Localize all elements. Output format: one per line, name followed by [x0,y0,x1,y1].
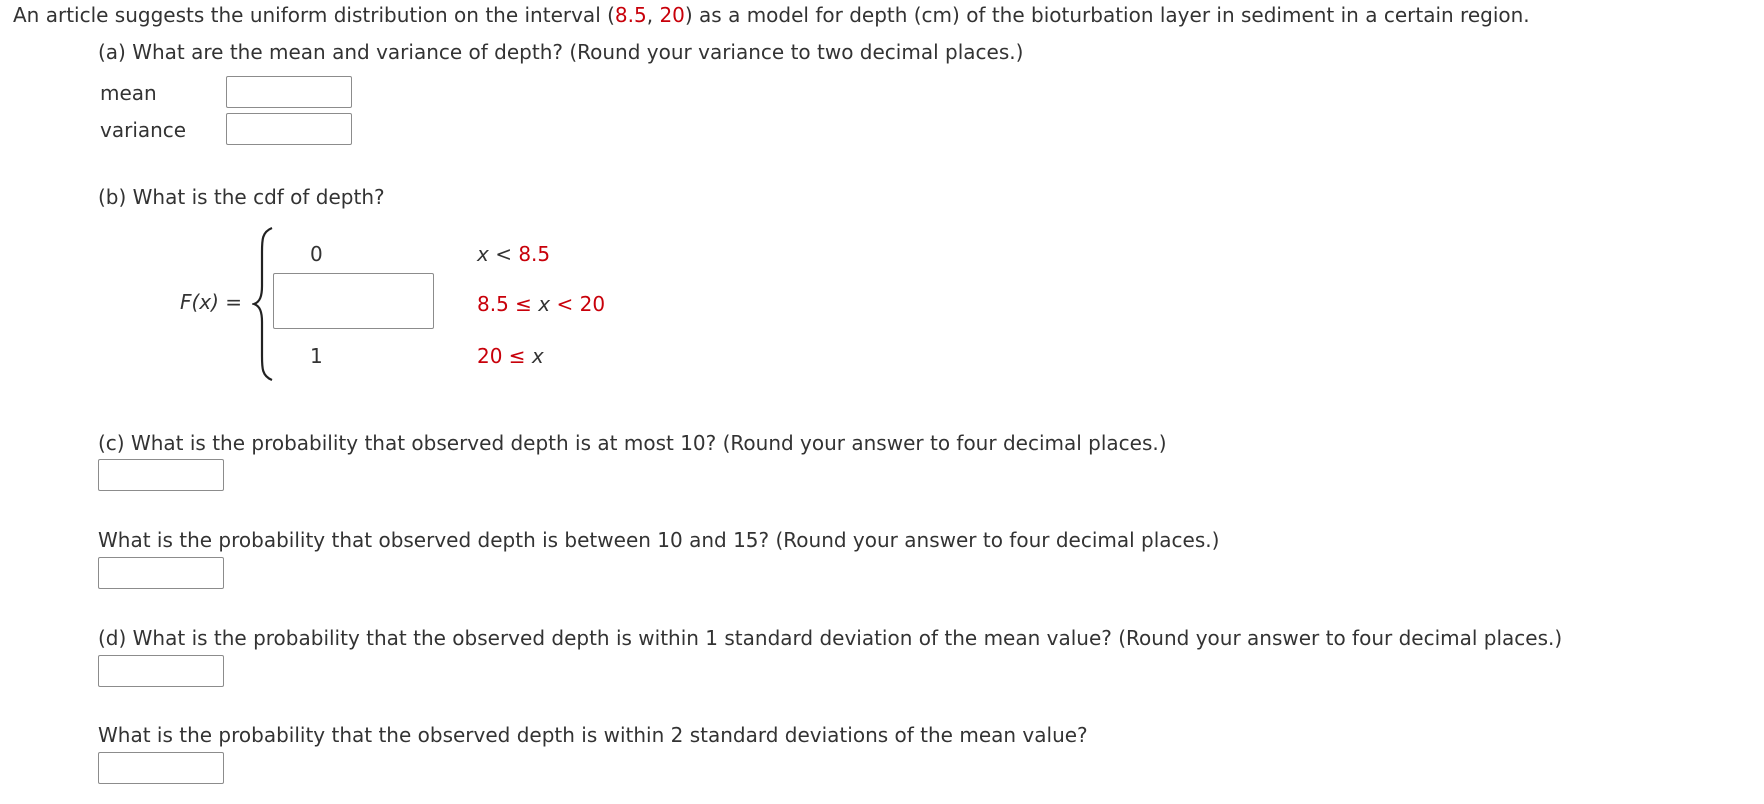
cdf-function-label: F(x) = [180,290,243,314]
part-a-question: (a) What are the mean and variance of depth? (Round your variance to two decimal places.) [98,40,1024,64]
interval-lower-bound: 8.5 [614,3,647,27]
cdf-row1-bound: 8.5 [518,242,551,266]
part-d-second-answer-input[interactable] [98,752,224,784]
part-c-question: (c) What is the probability that observed depth is at most 10? (Round your answer to four decimal places.) [98,431,1167,455]
interval-upper-bound: 20 [659,3,685,27]
part-c-second-question: What is the probability that observed depth is between 10 and 15? (Round your answer to four decimal places.) [98,528,1220,552]
cdf-row2-x: x [531,292,557,316]
mean-input[interactable] [226,76,352,108]
cdf-row2-lower: 8.5 ≤ [477,292,532,316]
part-c-second-answer-input[interactable] [98,557,224,589]
cdf-row1-value: 0 [310,242,323,266]
variance-input[interactable] [226,113,352,145]
intro-text-after: ) as a model for depth (cm) of the bioturbation layer in sediment in a certain region. [684,3,1530,27]
cdf-row3-condition [477,344,544,368]
problem-statement [13,3,1530,27]
part-d-question: (d) What is the probability that the observed depth is within 1 standard deviation of the mean value? (Round your answer to four decimal places.) [98,626,1563,650]
variance-label: variance [100,118,187,142]
part-c-answer-input[interactable] [98,459,224,491]
cdf-row2-condition [477,292,605,316]
mean-label: mean [100,81,157,105]
cdf-row2-upper: < 20 [556,292,606,316]
cdf-row1-lt: < [488,242,519,266]
cdf-row1-condition [477,242,550,266]
cdf-row3-x: x [525,344,544,368]
cdf-row1-x: x [477,242,489,266]
cdf-row3-value: 1 [310,344,323,368]
part-b-question: (b) What is the cdf of depth? [98,185,385,209]
part-d-second-question: What is the probability that the observed depth is within 2 standard deviations of the mean value? [98,723,1088,747]
intro-comma: , [646,3,660,27]
cdf-middle-input[interactable] [273,273,434,329]
part-d-answer-input[interactable] [98,655,224,687]
intro-text-before: An article suggests the uniform distribution on the interval ( [13,3,615,27]
cdf-row3-bound: 20 ≤ [477,344,526,368]
